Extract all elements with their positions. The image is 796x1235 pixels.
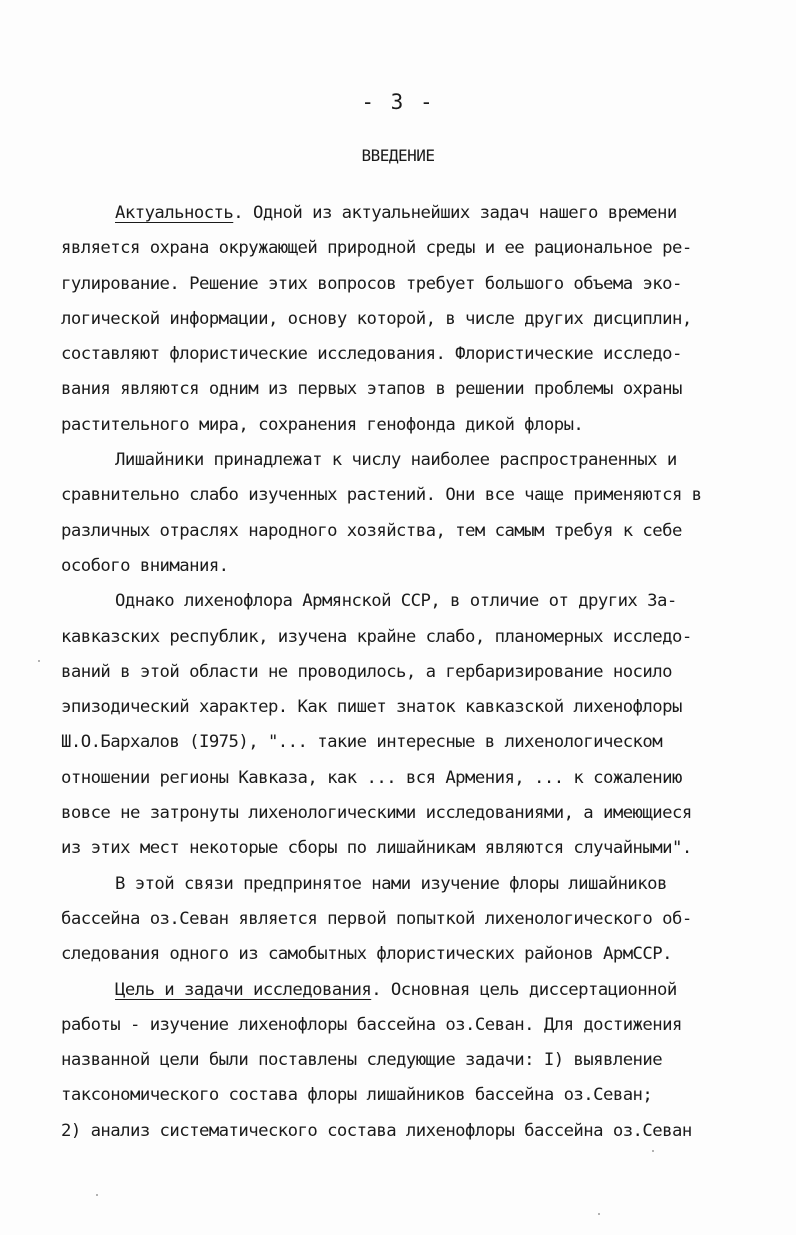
page-number: - 3 - bbox=[361, 90, 435, 114]
text-line: Однако лихенофлора Армянской ССР, в отличие от других За- bbox=[115, 591, 677, 612]
paragraph-sevan bbox=[61, 867, 773, 973]
text-line: особого внимания. bbox=[61, 555, 229, 576]
body-text bbox=[61, 196, 773, 1149]
text-line: из этих мест некоторые сборы по лишайникам являются случайными". bbox=[61, 838, 692, 859]
paragraph-lichens bbox=[61, 443, 773, 584]
text-line: бассейна оз.Севан является первой попыткой лихенологического об- bbox=[61, 908, 692, 929]
text-line: ваний в этой области не проводилось, а гербаризирование носило bbox=[61, 661, 672, 682]
text-line: Актуальность. Одной из актуальнейших задач нашего времени bbox=[115, 203, 677, 223]
text-line: таксономического состава флоры лишайников бассейна оз.Севан; bbox=[61, 1085, 653, 1106]
section-heading: ВВЕДЕНИЕ bbox=[361, 146, 435, 165]
text-line: сравнительно слабо изученных растений. Они все чаще применяются в bbox=[61, 485, 702, 506]
text-line: следования одного из самобытных флористических районов АрмССР. bbox=[61, 944, 672, 965]
text-line: В этой связи предпринятое нами изучение флоры лишайников bbox=[115, 873, 667, 894]
text-line: гулирование. Решение этих вопросов требует большого объема эко- bbox=[61, 273, 682, 294]
paragraph-relevance bbox=[61, 196, 773, 443]
text-line: различных отраслях народного хозяйства, тем самым требуя к себе bbox=[61, 520, 682, 541]
paragraph-lead: Актуальность bbox=[115, 203, 234, 223]
text-line: Ш.О.Бархалов (I975), "... такие интересные в лихенологическом bbox=[61, 732, 663, 753]
scan-speck bbox=[38, 660, 40, 662]
text-line: эпизодический характер. Как пишет знаток кавказской лихенофлоры bbox=[61, 697, 682, 718]
text-line: отношении регионы Кавказа, как ... вся Армения, ... к сожалению bbox=[61, 767, 682, 788]
text-line: работы - изучение лихенофлоры бассейна оз.Севан. Для достижения bbox=[61, 1014, 682, 1035]
text-line: 2) анализ систематического состава лихенофлоры бассейна оз.Севан bbox=[61, 1120, 692, 1141]
text-line: вовсе не затронуты лихенологическими исследованиями, а имеющиеся bbox=[61, 803, 692, 824]
text-line: названной цели были поставлены следующие задачи: I) выявление bbox=[61, 1050, 663, 1071]
scan-speck bbox=[652, 1150, 654, 1152]
text-line: вания являются одним из первых этапов в решении проблемы охраны bbox=[61, 379, 682, 400]
paragraph-goals bbox=[61, 973, 773, 1149]
text-line: Цель и задачи исследования. Основная цель диссертационной bbox=[115, 979, 677, 1000]
text-line: логической информации, основу которой, в числе других дисциплин, bbox=[61, 308, 692, 329]
text-line: растительного мира, сохранения генофонда дикой флоры. bbox=[61, 414, 584, 435]
scan-speck bbox=[598, 1213, 600, 1215]
text-line: Лишайники принадлежат к числу наиболее распространенных и bbox=[115, 450, 677, 471]
text-line: кавказских республик, изучена крайне слабо, планомерных исследо- bbox=[61, 626, 692, 647]
scan-speck bbox=[96, 1194, 98, 1196]
text-line: является охрана окружающей природной среды и ее рациональное ре- bbox=[61, 238, 692, 259]
text-line: составляют флористические исследования. Флористические исследо- bbox=[61, 344, 682, 365]
paragraph-lead: Цель и задачи исследования bbox=[115, 979, 372, 1000]
paragraph-armenia bbox=[61, 584, 773, 866]
